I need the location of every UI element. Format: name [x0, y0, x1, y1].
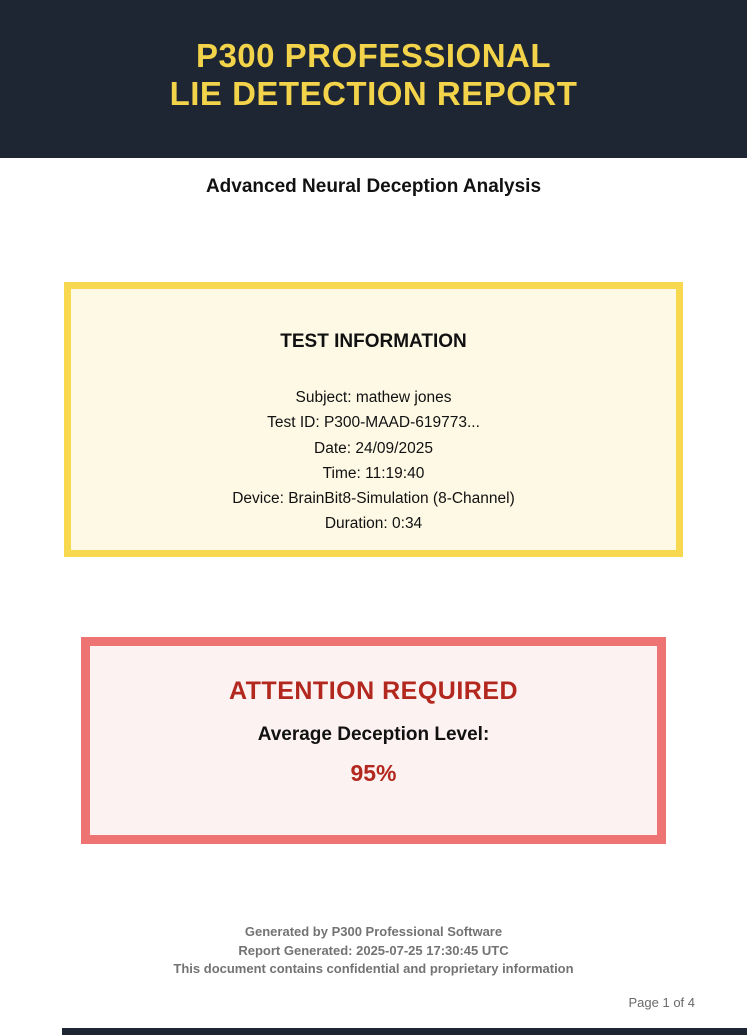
test-id-field: Test ID: P300-MAAD-619773...	[267, 414, 480, 432]
attention-required-box	[81, 637, 666, 844]
report-footer	[0, 923, 747, 979]
subject-field: Subject: mathew jones	[295, 389, 452, 406]
page-number: Page 1 of 4	[628, 995, 695, 1010]
device-field: Device: BrainBit8-Simulation (8-Channel)	[232, 490, 515, 508]
deception-level-label: Average Deception Level:	[257, 724, 490, 745]
report-title	[0, 0, 747, 113]
date-field: Date: 24/09/2025	[314, 439, 433, 457]
test-information-fields	[71, 385, 676, 537]
footer-generated-time: Report Generated: 2025-07-25 17:30:45 UTC	[238, 942, 509, 958]
footer-generated-by: Generated by P300 Professional Software	[244, 924, 503, 939]
test-information-title: TEST INFORMATION	[280, 331, 467, 352]
deception-level-value: 95%	[350, 760, 397, 786]
report-title-line1: P300 PROFESSIONAL	[195, 37, 552, 74]
report-header	[0, 0, 747, 158]
report-subtitle: Advanced Neural Deception Analysis	[205, 176, 542, 197]
duration-field: Duration: 0:34	[324, 515, 423, 533]
time-field: Time: 11:19:40	[322, 464, 425, 482]
footer-confidential: This document contains confidential and proprietary information	[173, 961, 574, 977]
attention-required-title: ATTENTION REQUIRED	[228, 677, 519, 705]
test-information-box	[64, 282, 683, 557]
report-title-line2: LIE DETECTION REPORT	[169, 75, 578, 112]
next-page-edge	[62, 1028, 747, 1035]
